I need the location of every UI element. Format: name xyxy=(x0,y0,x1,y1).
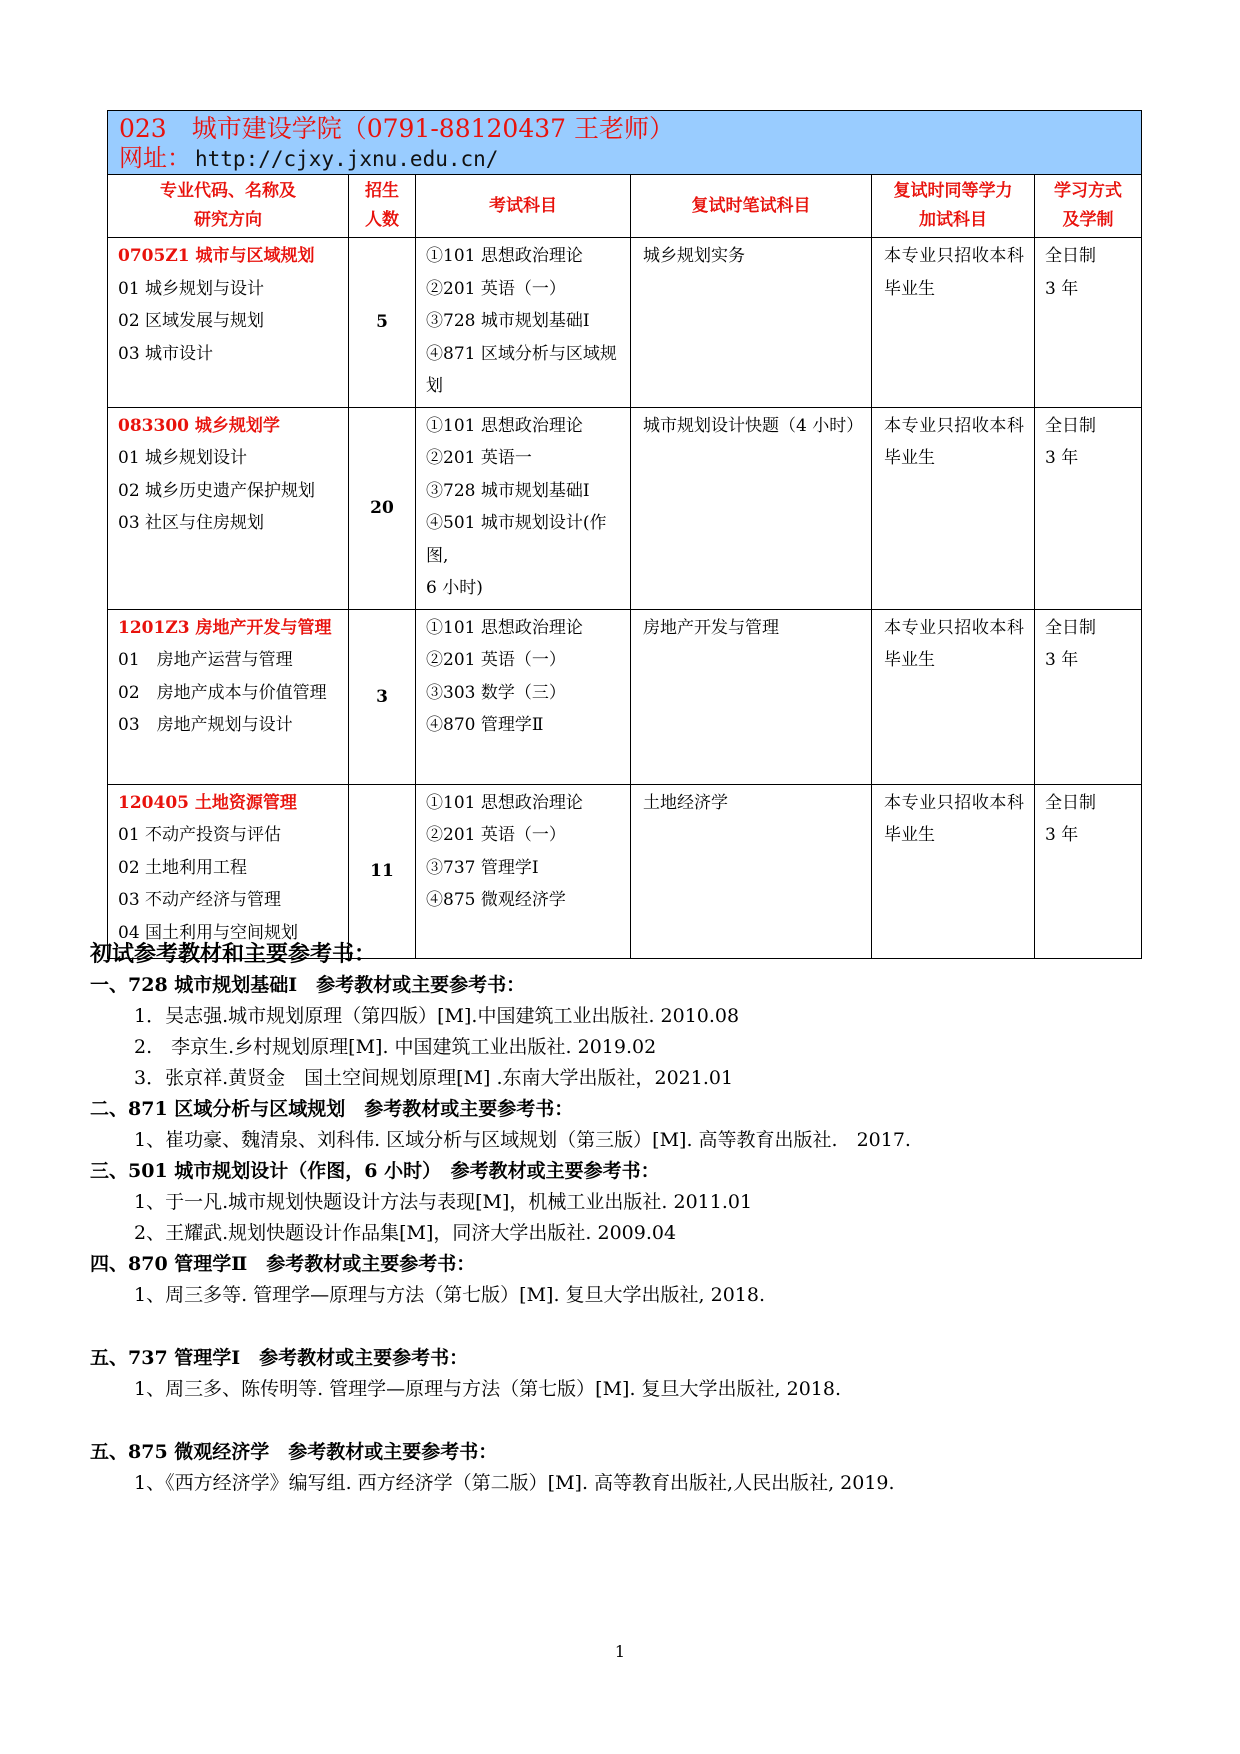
subjects-cell xyxy=(416,407,631,609)
subject: ②201 英语（一） xyxy=(426,650,566,670)
subject: ①101 思想政治理论 xyxy=(426,415,583,436)
table-row xyxy=(108,407,1142,609)
study-mode: 全日制 xyxy=(1045,415,1096,436)
col-equiv: 复试时同等学力 加试科目 xyxy=(872,175,1035,238)
url-label: 网址： xyxy=(119,144,191,172)
retest-cell: 土地经济学 xyxy=(631,784,872,958)
reference-books xyxy=(90,938,1150,1499)
ref-section-title: 五、875 微观经济学 参考教材或主要参考书： xyxy=(90,1441,498,1463)
ref-item: 1、崔功豪、魏清泉、刘科伟. 区域分析与区域规划（第三版）[M]. 高等教育出版社. 2017. xyxy=(134,1129,911,1151)
direction: 01 不动产投资与评估 xyxy=(118,825,282,845)
major-cell xyxy=(108,609,349,784)
direction: 03 城市设计 xyxy=(118,343,214,364)
subject: ③728 城市规划基础Ⅰ xyxy=(426,480,590,501)
ref-section-title: 四、870 管理学Ⅱ 参考教材或主要参考书： xyxy=(90,1253,476,1275)
subject: ④875 微观经济学 xyxy=(426,890,566,910)
equiv-cell: 本专业只招收本科毕业生 xyxy=(872,784,1035,958)
subjects-cell xyxy=(416,609,631,784)
subject: ①101 思想政治理论 xyxy=(426,792,583,813)
mode-cell xyxy=(1035,784,1142,958)
major-cell xyxy=(108,238,349,408)
ref-item: 1、《西方经济学》编写组. 西方经济学（第二版）[M]. 高等教育出版社,人民出版社, 2019. xyxy=(134,1472,895,1494)
direction: 02 区域发展与规划 xyxy=(118,311,265,331)
page-number: 1 xyxy=(614,1642,626,1661)
college-header xyxy=(108,111,1142,175)
subject: ④501 城市规划设计(作图, xyxy=(426,513,607,566)
quota-cell: 20 xyxy=(349,407,416,609)
ref-section-title: 二、871 区域分析与区域规划 参考教材或主要参考书： xyxy=(90,1098,574,1120)
study-mode: 全日制 xyxy=(1045,246,1096,266)
major-name: 1201Z3 房地产开发与管理 xyxy=(118,617,332,638)
study-mode: 全日制 xyxy=(1045,617,1096,638)
college-title: 023 城市建设学院（0791-88120437 王老师） xyxy=(119,114,674,143)
quota-cell: 11 xyxy=(349,784,416,958)
ref-item: 2、王耀武.规划快题设计作品集[M]，同济大学出版社. 2009.04 xyxy=(134,1222,677,1244)
retest-cell: 房地产开发与管理 xyxy=(631,609,872,784)
ref-section-title: 三、501 城市规划设计（作图，6 小时） 参考教材或主要参考书： xyxy=(90,1160,660,1182)
direction: 02 土地利用工程 xyxy=(118,857,248,878)
subject: ③303 数学（三） xyxy=(426,682,566,703)
subjects-cell xyxy=(416,238,631,408)
retest-cell: 城市规划设计快题（4 小时） xyxy=(631,407,872,609)
admissions-table xyxy=(107,110,1142,959)
ref-item: 1、周三多等. 管理学—原理与方法（第七版）[M]. 复旦大学出版社, 2018. xyxy=(134,1284,766,1306)
mode-cell xyxy=(1035,407,1142,609)
col-subjects: 考试科目 xyxy=(416,175,631,238)
study-mode: 全日制 xyxy=(1045,792,1096,813)
equiv-cell: 本专业只招收本科毕业生 xyxy=(872,238,1035,408)
direction: 01 房地产运营与管理 xyxy=(118,650,293,670)
study-years: 3 年 xyxy=(1045,825,1079,845)
major-name: 120405 土地资源管理 xyxy=(118,792,297,813)
direction: 02 房地产成本与价值管理 xyxy=(118,682,327,703)
subject: ④870 管理学Ⅱ xyxy=(426,715,544,735)
ref-item: 1、周三多、陈传明等. 管理学—原理与方法（第七版）[M]. 复旦大学出版社, 2018. xyxy=(134,1378,842,1400)
col-quota: 招生 人数 xyxy=(349,175,416,238)
subject: ①101 思想政治理论 xyxy=(426,246,583,266)
equiv-cell: 本专业只招收本科毕业生 xyxy=(872,609,1035,784)
study-years: 3 年 xyxy=(1045,650,1079,670)
study-years: 3 年 xyxy=(1045,278,1079,299)
subject: 6 小时) xyxy=(426,578,483,598)
subject: ④871 区域分析与区域规划 xyxy=(426,343,617,396)
quota-cell: 5 xyxy=(349,238,416,408)
direction: 03 不动产经济与管理 xyxy=(118,890,282,910)
subjects-cell xyxy=(416,784,631,958)
major-name: 083300 城乡规划学 xyxy=(118,415,280,436)
table-row xyxy=(108,609,1142,784)
col-retest: 复试时笔试科目 xyxy=(631,175,872,238)
table-row xyxy=(108,238,1142,408)
ref-item: 2. 李京生.乡村规划原理[M]. 中国建筑工业出版社. 2019.02 xyxy=(134,1036,657,1058)
direction: 03 房地产规划与设计 xyxy=(118,715,293,735)
ref-item: 1、于一凡.城市规划快题设计方法与表现[M]，机械工业出版社. 2011.01 xyxy=(134,1191,753,1213)
direction: 01 城乡规划与设计 xyxy=(118,278,265,299)
equiv-cell: 本专业只招收本科毕业生 xyxy=(872,407,1035,609)
subject: ②201 英语（一） xyxy=(426,278,566,299)
direction: 01 城乡规划设计 xyxy=(118,448,248,468)
table-row xyxy=(108,784,1142,958)
col-major: 专业代码、名称及 研究方向 xyxy=(108,175,349,238)
mode-cell xyxy=(1035,238,1142,408)
column-header-row xyxy=(108,175,1142,238)
subject: ②201 英语（一） xyxy=(426,825,566,845)
retest-cell: 城乡规划实务 xyxy=(631,238,872,408)
direction: 03 社区与住房规划 xyxy=(118,513,265,533)
direction: 04 国土利用与空间规划 xyxy=(118,922,299,943)
direction: 02 城乡历史遗产保护规划 xyxy=(118,480,316,501)
subject: ②201 英语一 xyxy=(426,448,532,468)
ref-item: 1．吴志强.城市规划原理（第四版）[M].中国建筑工业出版社. 2010.08 xyxy=(134,1005,740,1027)
study-years: 3 年 xyxy=(1045,448,1079,468)
college-url xyxy=(119,144,1141,174)
subject: ③728 城市规划基础Ⅰ xyxy=(426,311,590,331)
ref-section-title: 一、728 城市规划基础Ⅰ 参考教材或主要参考书： xyxy=(90,974,526,996)
col-mode: 学习方式 及学制 xyxy=(1035,175,1142,238)
url-link[interactable]: http://cjxy.jxnu.edu.cn/ xyxy=(195,147,499,171)
ref-item: 3．张京祥.黄贤金 国土空间规划原理[M] .东南大学出版社，2021.01 xyxy=(134,1067,734,1089)
ref-section-title: 五、737 管理学Ⅰ 参考教材或主要参考书： xyxy=(90,1347,469,1369)
major-cell xyxy=(108,407,349,609)
subject: ③737 管理学Ⅰ xyxy=(426,857,539,878)
subject: ①101 思想政治理论 xyxy=(426,617,583,638)
major-name: 0705Z1 城市与区域规划 xyxy=(118,246,315,266)
mode-cell xyxy=(1035,609,1142,784)
quota-cell: 3 xyxy=(349,609,416,784)
refs-heading: 初试参考教材和主要参考书： xyxy=(90,941,377,967)
major-cell xyxy=(108,784,349,958)
